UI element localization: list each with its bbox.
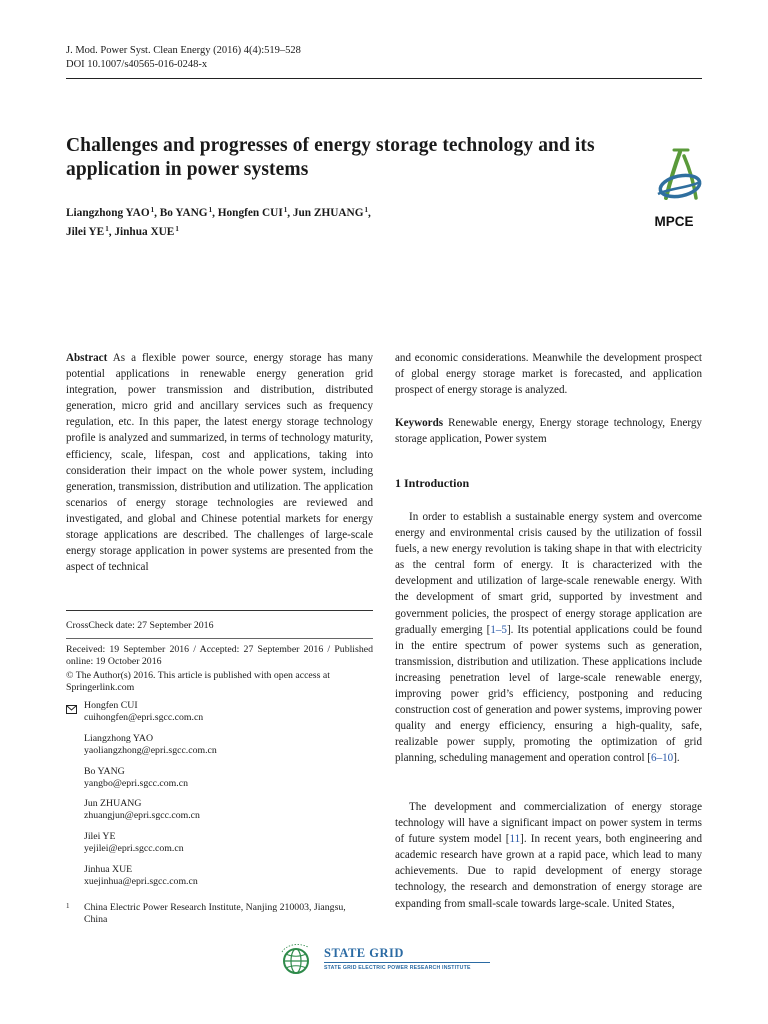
meta-rule <box>66 610 373 611</box>
contact-email[interactable]: xuejinhua@epri.sgcc.com.cn <box>84 876 198 888</box>
contact-email[interactable]: yejilei@epri.sgcc.com.cn <box>84 843 184 855</box>
section-heading: 1 Introduction <box>395 476 470 490</box>
abstract <box>66 350 373 575</box>
keywords-label: Keywords <box>395 417 444 429</box>
paper-title: Challenges and progresses of energy storage technology and its application in power systems <box>66 135 595 180</box>
affiliation-text: China Electric Power Research Institute, Nanjing 210003, Jiangsu, China <box>84 902 346 926</box>
footer-logo <box>278 942 494 976</box>
author-3[interactable]: Hongfen CUI$^1$ <box>217 206 288 219</box>
state-grid-globe-icon <box>278 942 318 976</box>
logo-text: MPCE <box>654 214 694 229</box>
contact-email[interactable]: yaoliangzhong@epri.sgcc.com.cn <box>84 745 217 757</box>
journal-citation: J. Mod. Power Syst. Clean Energy (2016) 4(4):519–528 <box>66 45 301 56</box>
contact-5: Jilei YE yejilei@epri.sgcc.com.cn <box>84 831 184 855</box>
received-dates: Received: 19 September 2016 / Accepted: 27 September 2016 / Published online: 19 October 2016 <box>66 644 373 668</box>
license-note: © The Author(s) 2016. This article is published with open access at Springerlink.com <box>66 670 330 694</box>
author-list: Liangzhong YAO$^1$, Bo YANG$^1$, Hongfen CUI$^1$, Jun ZHUANG$^1$, Jilei $YE^1$, Jinhua XUE$^1$ <box>66 206 371 238</box>
intro-paragraph-1: In order to establish a sustainable energy system and overcome energy and environmental crisis caused by the utilization of fossil fuels, a new energy revolution is taking shape in that with electricity as the central form of energy. It is characterized with the development and utilization of large-scale renewable energy. With the development of smart grid, supported by investment and government policies, the prospect of energy storage application are gradually emerging [1–5]. Its potential applications could be found in the entire spectrum of power systems such as generation, transmission, distribution and utilization. These applications include increasing penetration level of large-scale renewable energy, improving power grid’s efficiency, postponing and reducing construction cost of generation and power systems, improving power quality and energy efficiency, ensuring a high-quality, safe, realizable power supply, promoting the optimization of grid planning, scheduling management and operation control [6–10]. <box>395 511 702 765</box>
contact-4: Jun ZHUANG zhuangjun@epri.sgcc.com.cn <box>84 798 200 822</box>
contact-email[interactable]: yangbo@epri.sgcc.com.cn <box>84 778 188 790</box>
journal-logo <box>644 148 704 232</box>
contact-email[interactable]: cuihongfen@epri.sgcc.com.cn <box>84 712 204 724</box>
meta-rule-2 <box>66 638 373 639</box>
contact-2: Liangzhong YAO yaoliangzhong@epri.sgcc.com.cn <box>84 733 217 757</box>
footer-brand-rule <box>324 962 490 963</box>
citation-link[interactable]: 1–5 <box>490 623 507 636</box>
contact-6: Jinhua XUE xuejinhua@epri.sgcc.com.cn <box>84 864 198 888</box>
crosscheck-date: CrossCheck date: 27 September 2016 <box>66 620 214 631</box>
email-envelope-icon <box>66 701 77 719</box>
citation-link[interactable]: 6–10 <box>651 752 674 765</box>
abstract-label: Abstract <box>66 352 108 364</box>
abstract-text: As a flexible power source, energy storage has many potential applications in renewable energy generation grid integration, power transmission and distribution, distributed generation, micro grid and ancillary services such as frequency regulation, etc. In this paper, the latest energy storage technology profile is analyzed and summarized, in terms of technology maturity, efficiency, scale, lifespan, cost and applications, taking into consideration their impact on the whole power system, including generation, transmission, distribution and utilization. The application scenarios of energy storage technologies are reviewed and investigated, and global and Chinese potential markets for energy storage applications are described. The challenges of large-scale energy storage application in power systems are presented from the aspect of technical <box>66 352 373 574</box>
contact-1: Hongfen CUI cuihongfen@epri.sgcc.com.cn <box>84 700 204 724</box>
intro-paragraph-2: The development and commercialization of energy storage technology will have a significant impact on power system in terms of future system model [11]. In recent years, both engineering and academic research have grown at a rapid pace, which lead to many achievements. Due to rapid development of energy storage technology, the research and demonstration of energy storage are expanding from small-scale towards large-scale. United States, <box>395 801 702 910</box>
keywords <box>395 415 702 447</box>
footer-institute: STATE GRID ELECTRIC POWER RESEARCH INSTITUTE <box>324 965 471 971</box>
author-6[interactable]: Jinhua XUE$^1$ <box>114 225 179 238</box>
affiliation-mark: 1 <box>66 902 70 910</box>
keywords-text: Renewable energy, Energy storage technology, Energy storage application, Power system <box>395 417 702 446</box>
author-5[interactable]: Jilei $YE^1$ <box>66 225 109 238</box>
doi[interactable]: DOI 10.1007/s40565-016-0248-x <box>66 59 208 70</box>
author-4[interactable]: Jun ZHUANG$^1$ <box>292 206 368 219</box>
header-rule <box>66 78 702 79</box>
author-2[interactable]: Bo YANG$^1$ <box>159 206 213 219</box>
footer-brand: STATE GRID <box>324 946 404 960</box>
citation-link[interactable]: 11 <box>509 833 521 846</box>
contact-3: Bo YANG yangbo@epri.sgcc.com.cn <box>84 766 188 790</box>
contact-email[interactable]: zhuangjun@epri.sgcc.com.cn <box>84 810 200 822</box>
author-1[interactable]: Liangzhong YAO$^1$ <box>66 206 155 219</box>
abstract-continuation: and economic considerations. Meanwhile the development prospect of global energy storage market is forecasted, and application prospect of energy storage is analyzed. <box>395 352 702 397</box>
